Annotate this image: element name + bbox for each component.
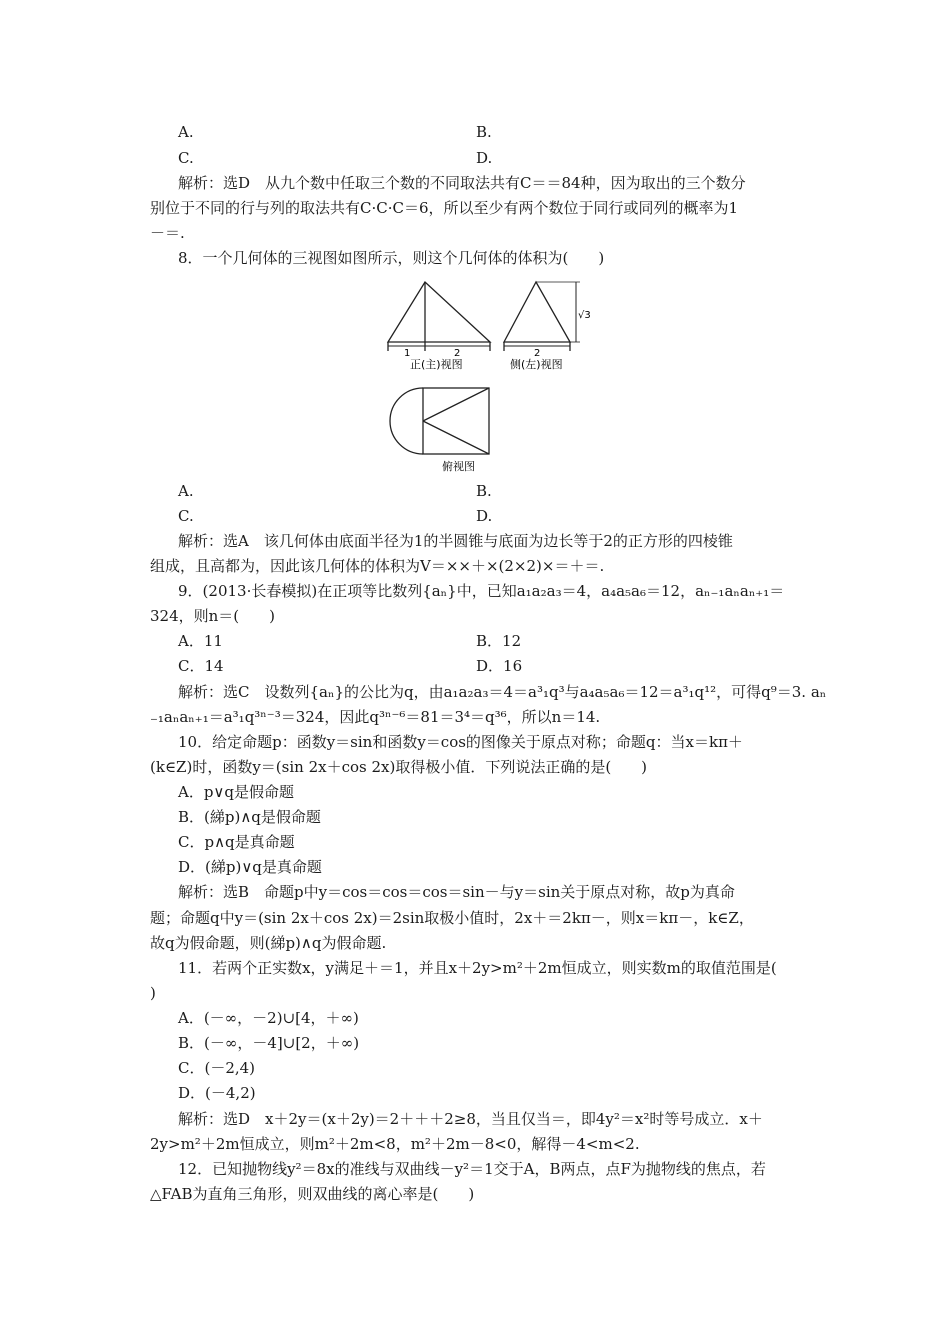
q11-solution-line1: 解析：选D x＋2y＝(x＋2y)＝2＋＋＋2≥8，当且仅当＝，即4y²＝x²时等号成立．x＋	[178, 1110, 763, 1128]
q10-solution-line2: 题；命题q中y＝(sin 2x＋cos 2x)＝2sin取极小值时，2x＋＝2kπ－，则x＝kπ－，k∈Z，	[150, 909, 754, 927]
front-view-diagram	[388, 282, 490, 351]
q11-stem-line2: )	[150, 984, 156, 1002]
side-height-label: √3	[578, 310, 591, 321]
q10-stem-line1: 10．给定命题p：函数y＝sin和函数y＝cos的图像关于原点对称；命题q：当x＝kπ＋	[178, 733, 743, 751]
front-view-label: 正(主)视图	[410, 358, 463, 371]
top-view-diagram	[390, 388, 489, 454]
q9-solution-line2: ₋₁aₙaₙ₊₁＝a³₁q³ⁿ⁻³＝324，因此q³ⁿ⁻⁶＝81＝3⁴＝q³⁶，所以n＝14.	[150, 708, 601, 726]
q12-stem-line1: 12．已知抛物线y²＝8x的准线与双曲线－y²＝1交于A，B两点，点F为抛物线的焦点，若	[178, 1160, 766, 1178]
q10-option-c: C．p∧q是真命题	[178, 833, 295, 851]
q11-option-b: B．(－∞，－4]∪[2，＋∞)	[178, 1034, 360, 1052]
q12-stem-line2: △FAB为直角三角形，则双曲线的离心率是( )	[150, 1185, 475, 1203]
q8-option-b: B.	[476, 482, 492, 500]
q7-option-c: C.	[178, 149, 194, 167]
side-view-label: 侧(左)视图	[510, 358, 563, 371]
q8-solution-line2: 组成，且高都为，因此该几何体的体积为V＝××＋×(2×2)×＝＋＝.	[150, 557, 605, 575]
q10-solution-line1: 解析：选B 命题p中y＝cos＝cos＝cos＝sin－与y＝sin关于原点对称，故p为真命	[178, 883, 735, 901]
q9-stem-line2: 324，则n＝( )	[150, 607, 275, 625]
q7-option-d: D.	[476, 149, 493, 167]
side-dim: 2	[534, 348, 541, 359]
front-dim-1: 1	[404, 348, 411, 359]
q10-option-d: D．(綈p)∨q是真命题	[178, 858, 322, 876]
q8-stem: 8．一个几何体的三视图如图所示，则这个几何体的体积为( )	[178, 249, 605, 267]
front-dim-2: 2	[454, 348, 461, 359]
q9-solution-line1: 解析：选C 设数列{aₙ}的公比为q，由a₁a₂a₃＝4＝a³₁q³与a₄a₅a₆＝12＝a³₁q¹²，可得q⁹＝3. aₙ	[178, 683, 827, 701]
q8-option-c: C.	[178, 507, 194, 525]
q10-option-a: A．p∨q是假命题	[178, 783, 295, 801]
q11-solution-line2: 2y>m²＋2m恒成立，则m²＋2m<8，m²＋2m－8<0，解得－4<m<2.	[150, 1135, 640, 1153]
q10-stem-line2: (k∈Z)时，函数y＝(sin 2x＋cos 2x)取得极小值．下列说法正确的是( )	[150, 758, 648, 776]
q7-option-b: B.	[476, 123, 492, 141]
q8-option-d: D.	[476, 507, 493, 525]
top-view-label: 俯视图	[442, 460, 475, 473]
q7-solution-line2: 别位于不同的行与列的取法共有C·C·C＝6，所以至少有两个数位于同行或同列的概率为1	[150, 199, 739, 217]
side-view-diagram	[504, 282, 580, 351]
q11-option-d: D．(－4,2)	[178, 1084, 256, 1102]
q9-option-d: D．16	[476, 657, 523, 675]
q8-option-a: A.	[178, 482, 194, 500]
q7-option-a: A.	[178, 123, 194, 141]
q10-solution-line3: 故q为假命题，则(綈p)∧q为假命题.	[150, 934, 387, 952]
q11-option-c: C．(－2,4)	[178, 1059, 256, 1077]
q7-solution-line1: 解析：选D 从九个数中任取三个数的不同取法共有C＝＝84种，因为取出的三个数分	[178, 174, 746, 192]
q11-option-a: A．(－∞，－2)∪[4，＋∞)	[178, 1009, 359, 1027]
q9-option-c: C．14	[178, 657, 224, 675]
q9-option-b: B．12	[476, 632, 522, 650]
q8-solution-line1: 解析：选A 该几何体由底面半径为1的半圆锥与底面为边长等于2的正方形的四棱锥	[178, 532, 733, 550]
q11-stem-line1: 11．若两个正实数x，y满足＋＝1，并且x＋2y>m²＋2m恒成立，则实数m的取值范围是(	[178, 959, 777, 977]
q7-solution-line3: －＝.	[150, 224, 185, 242]
three-view-figure	[380, 276, 600, 476]
q9-stem-line1: 9．(2013·长春模拟)在正项等比数列{aₙ}中，已知a₁a₂a₃＝4，a₄a₅a₆＝12，aₙ₋₁aₙaₙ₊₁＝	[178, 582, 785, 600]
q10-option-b: B．(綈p)∧q是假命题	[178, 808, 321, 826]
q9-option-a: A．11	[178, 632, 223, 650]
